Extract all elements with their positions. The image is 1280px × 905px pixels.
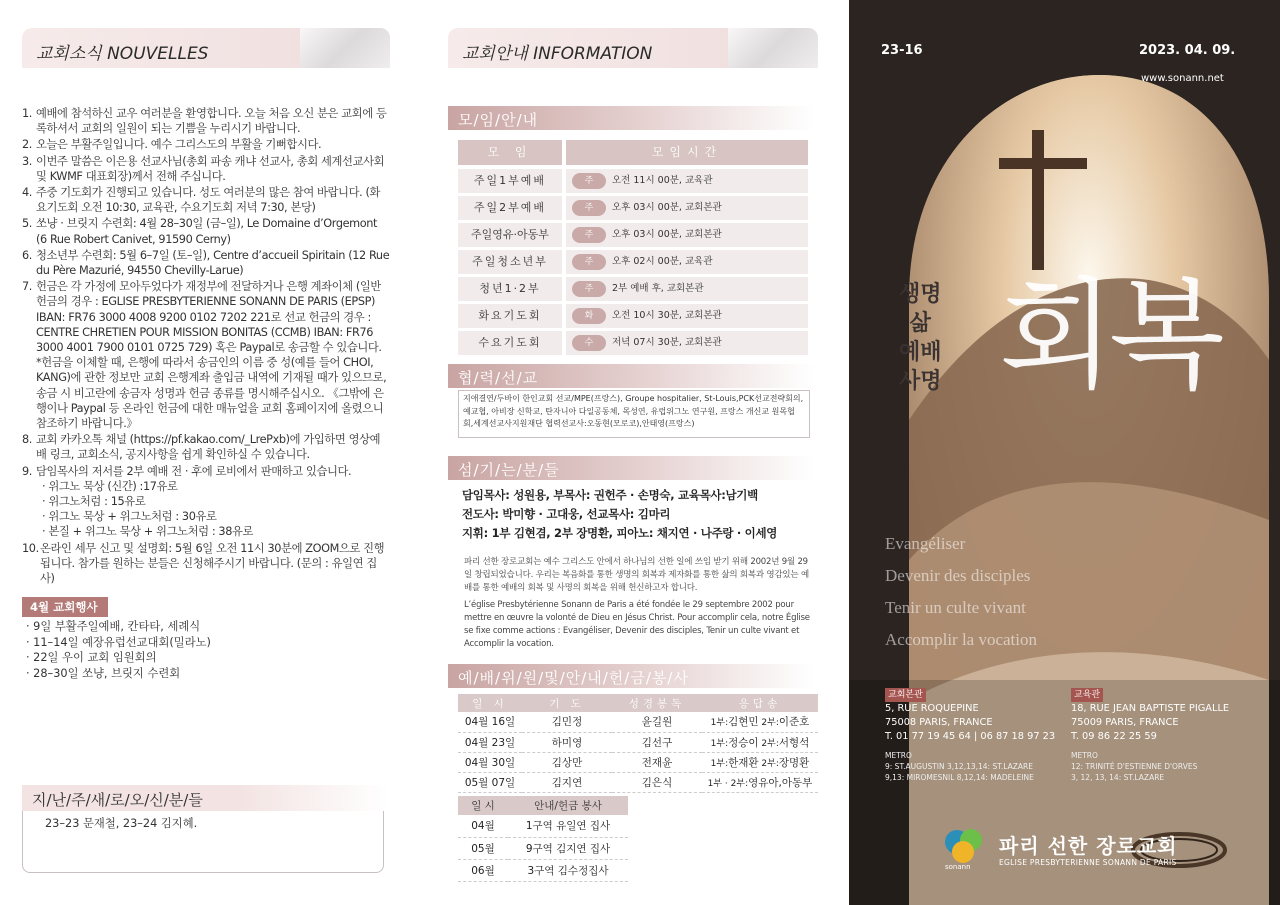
table-row: 주일청소년부 주 오후 02시 00분, 교육관 [458, 250, 808, 274]
news-item: 10. 온라인 세무 신고 및 설명회: 5월 6일 오전 11시 30분에 ZOOM으로 진행됩니다. 참가를 원하는 분들은 신청해주시기 바랍니다. (문의 : 유일연 집사) [22, 541, 385, 586]
news-column [22, 28, 390, 898]
col-response: 응답송 [702, 694, 818, 712]
visitors-text: 23–23 문재철, 23–24 김지혜. [45, 817, 198, 830]
staff-line: 지휘: 1부 김현겸, 2부 장명환, 피아노: 채지연 · 나주랑 · 이세영 [462, 526, 778, 540]
info-title-bar [448, 28, 818, 68]
metro-info: METRO 9: ST.AUGUSTIN 3,12,13,14: ST.LAZARE 9,13: MIROMESNIL 8,12,14: MADELEINE [885, 751, 1034, 782]
col-prayer: 기 도 [522, 694, 612, 712]
book-price: · 위그노 묵상 (신간) :17유로 [42, 479, 178, 493]
news-item: 1. 예배에 참석하신 교우 여러분을 환영합니다. 오늘 처음 오신 분은 교회에 등록하셔서 교회의 일원이 되는 기쁨을 누리시기 바랍니다. [22, 107, 387, 136]
main-title: 회복 [999, 267, 1219, 406]
news-item: 6. 청소년부 수련회: 5월 6–7일 (토–일), Centre d’accueil Spiritain (12 Rue du Père Mazurié, 94550 Chevilly-Larue) [22, 248, 390, 278]
list-item: · 11–14일 예장유럽선교대회(밀라노) [26, 635, 211, 649]
website-link[interactable]: www.sonann.net [1141, 73, 1224, 84]
kakao-link[interactable]: 교회 카카오톡 채널 (https://pf.kakao.com/_LrePxb)에 가입하면 영상예배 링크, 교회소식, 공지사항을 쉽게 확인하실 수 있습니다. [36, 433, 381, 462]
church-logo [941, 826, 1191, 874]
bulletin-date: 2023. 04. 09. [1139, 43, 1236, 58]
meetings-col-time: 모임시간 [566, 140, 808, 165]
logo-korean: 파리 선한 장로교회 [999, 834, 1178, 858]
table-row: 주일1부예배 주 오전 11시 00분, 교육관 [458, 169, 808, 193]
table-row: 청년1·2부 주 2부 예배 후, 교회본관 [458, 277, 808, 301]
news-list [22, 106, 390, 586]
meetings-header: 모/임/안/내 [448, 106, 814, 130]
col-date: 일 시 [458, 694, 522, 712]
col-reading: 성경봉독 [612, 694, 702, 712]
day-badge: 주 [572, 254, 606, 270]
svg-text:sonann: sonann [945, 863, 971, 871]
april-events-list [22, 619, 390, 681]
day-badge: 화 [572, 308, 606, 324]
logo-french: EGLISE PRESBYTERIENNE SONANN DE PARIS [999, 858, 1177, 867]
list-item: · 22일 우이 교회 임원회의 [26, 651, 157, 665]
book-price: · 위그노처럼 : 15유로 [42, 495, 146, 509]
news-title-bar [22, 28, 390, 68]
main-building-address: 교회본관 5, RUE ROQUEPINE 75008 PARIS, FRANCE T. 01 77 19 45 64 | 06 87 18 97 23 METRO 9: ST.AUGUSTIN 3,12,13,14: ST.LAZARE 9,13: MIROMESNIL 8,12,14: MADELEINE [885, 690, 1056, 782]
table-row: 04월 30일 김상만 전재윤 1부:한재환 2부:장명환 [458, 752, 818, 772]
day-badge: 주 [572, 200, 606, 216]
april-events-title: 4월 교회행사 [22, 597, 108, 617]
visitors-title: 지/난/주/새/로/오/신/분/들 [22, 785, 388, 811]
news-item: 3. 이번주 말씀은 이은용 선교사님(총회 파송 캐냐 선교사, 총회 세계선교사회 및 KWMF 대표회장)께서 전해 주십니다. [22, 154, 385, 183]
day-badge: 수 [572, 335, 606, 351]
news-item: 5. 쏘냥 · 브릿지 수련회: 4월 28–30일 (금–일), Le Domaine d’Orgemont (6 Rue Robert Canivet, 91590 Cerny) [22, 217, 378, 246]
col-date: 일 시 [458, 796, 508, 815]
intro-french: L’église Presbytérienne Sonann de Paris a été fondée le 29 septembre 2002 pour mettre en œuvre la volonté de Dieu en Jésus Christ. Pour accomplir cela, notre Église se fixe comme actions : Evangéliser, Devenir des disciples, Tenir un culte vivant et Accomplir la vocation. [464, 599, 810, 650]
news-item: 4. 주중 기도회가 진행되고 있습니다. 성도 여러분의 많은 참여 바랍니다. (화요기도회 오전 10:30, 교육관, 수요기도회 저녁 7:30, 본당) [22, 186, 380, 215]
news-item: 9. 담임목사의 저서를 2부 예배 전 · 후에 로비에서 판매하고 있습니다. · 위그노 묵상 (신간) :17유로 · 위그노처럼 : 15유로 · 위그노 묵상 + 위그노처럼 : 30유로 · 본질 + 위그노 묵상 + 위그노처럼 : 38유로 [22, 464, 390, 540]
mission-header: 협/력/선/교 [448, 364, 814, 388]
news-item: 8. 교회 카카오톡 채널 (https://pf.kakao.com/_LrePxb)에 가입하면 영상예배 링크, 교회소식, 공지사항을 쉽게 확인하실 수 있습니다. [22, 433, 381, 462]
mission-box [458, 390, 810, 438]
service-header: 예/배/위/원/및/안/내/헌/금/봉/사 [448, 664, 814, 688]
news-item: 7. 헌금은 각 가정에 모아두었다가 재정부에 전달하거나 은행 계좌이체 (일반 헌금의 경우 : EGLISE PRESBYTERIENNE SONANN DE PARIS (EPSP) IBAN: FR76 3000 4008 9200 0102 7202 221로 선교 헌금의 경우 : CENTRE CHRETIEN POUR MISSION BONITAS (CCMB) IBAN: FR76 3000 4001 7900 0101 0725 729) 혹은 Paypal로 송금할 수 있습니다. *헌금을 이체할 때, 은행에 따라서 송금인의 이름 중 성(예를 들어 CHOI, KANG)에 관한 정보만 교회 은행계좌 출입금 내역에 기재될 때가 있으므로, 송금 시 비고란에 송금자 성명과 헌금 종류를 명시해주십시오. 《그밖에 은행이나 Paypal 등 온라인 헌금에 대한 매뉴얼을 교회 홈페이지에 올렸으니 참조하기 바랍니다.》 [22, 280, 387, 431]
list-item: · 28–30일 쏘냥, 브릿지 수련회 [26, 666, 181, 680]
list-item: · 9일 부활주일예배, 칸타타, 세례식 [26, 620, 201, 634]
staff-box [458, 484, 810, 546]
intro-korean: 파리 선한 장로교회는 예수 그리스도 안에서 하나님의 선한 일에 쓰임 받기 위해 2002년 9월 29일 창립되었습니다. 우리는 복음화를 통한 생명의 회복과 제자화를 통한 삶의 회복과 영감있는 예배를 통한 예배의 회복 및 사명의 회복을 위해 헌신하고자 합니다. [464, 557, 809, 594]
day-badge: 주 [572, 281, 606, 297]
education-building-address: 교육관 18, RUE JEAN BAPTISTE PIGALLE 75009 PARIS, FRANCE T. 09 86 22 25 59 METRO 12: TRINITÉ D'ESTIENNE D'ORVES 3, 12, 13, 14: ST.LAZARE [1071, 690, 1230, 782]
table-row: 06월 3구역 김수정집사 [458, 859, 628, 881]
church-logo-icon [941, 826, 991, 872]
mission-text: 지애결연/두바이 한인교회 선교/MPE(프랑스), Groupe hospitalier, St-Louis,PCK선교전략회의, 예교협, 아비장 신학교, 탄자니아 다일공동체, 목성연, 유럽위그노 연구원, 프랑스 개신교 원목협회,세계선교사지원재단 협력선교사:오동현(모로코),안태영(프랑스) [463, 394, 804, 428]
meetings-col-name: 모 임 [458, 140, 562, 165]
host-table [458, 796, 628, 882]
col-host: 안내/헌금 봉사 [508, 796, 628, 815]
book-price: · 위그노 묵상 + 위그노처럼 : 30유로 [42, 510, 217, 524]
table-row: 주일2부예배 주 오후 03시 00분, 교회본관 [458, 196, 808, 220]
news-title: 교회소식 NOUVELLES [36, 44, 209, 64]
news-item: 2. 오늘은 부활주일입니다. 예수 그리스도의 부활을 기뻐합시다. [22, 138, 322, 152]
french-values: Evangéliser Devenir des disciples Tenir un culte vivant Accomplir la vocation [885, 534, 1038, 649]
info-title: 교회안내 INFORMATION [462, 44, 653, 64]
staff-line: 전도사: 박미향 · 고대웅, 선교목사: 김마리 [462, 507, 671, 521]
table-row: 04월 16일 김민정 윤길원 1부:김현민 2부:이준호 [458, 712, 818, 732]
staff-line: 담임목사: 성원용, 부목사: 권헌주 · 손명숙, 교육목사:남기백 [462, 488, 758, 502]
service-table [458, 694, 818, 793]
core-values: 생명 삶 예배 사명 [899, 282, 942, 394]
table-row: 05월 07일 김지연 김은식 1부 · 2부:영유아,아동부 [458, 772, 818, 792]
table-row: 화요기도회 화 오전 10시 30분, 교회본관 [458, 304, 808, 328]
cover-page [849, 0, 1280, 905]
table-row: 수요기도회 수 저녁 07시 30분, 교회본관 [458, 331, 808, 355]
meetings-table-head [458, 140, 808, 165]
metro-info: METRO 12: TRINITÉ D'ESTIENNE D'ORVES 3, 12, 13, 14: ST.LAZARE [1071, 751, 1198, 782]
staff-header: 섬/기/는/분/들 [448, 456, 814, 480]
info-column [448, 28, 820, 898]
flower-decoration [728, 28, 818, 68]
table-row: 04월 23일 하미영 김선구 1부:정승이 2부:서형석 [458, 732, 818, 752]
visitors-box [22, 811, 384, 873]
day-badge: 주 [572, 227, 606, 243]
table-row: 주일영유·아동부 주 오후 03시 00분, 교회본관 [458, 223, 808, 247]
book-decoration [300, 28, 390, 68]
table-row: 04월 1구역 유일연 집사 [458, 815, 628, 837]
table-row: 05월 9구역 김지연 집사 [458, 837, 628, 859]
church-intro [464, 556, 814, 651]
book-price: · 본질 + 위그노 묵상 + 위그노처럼 : 38유로 [42, 525, 254, 539]
bulletin-number: 23-16 [881, 43, 923, 58]
day-badge: 주 [572, 173, 606, 189]
